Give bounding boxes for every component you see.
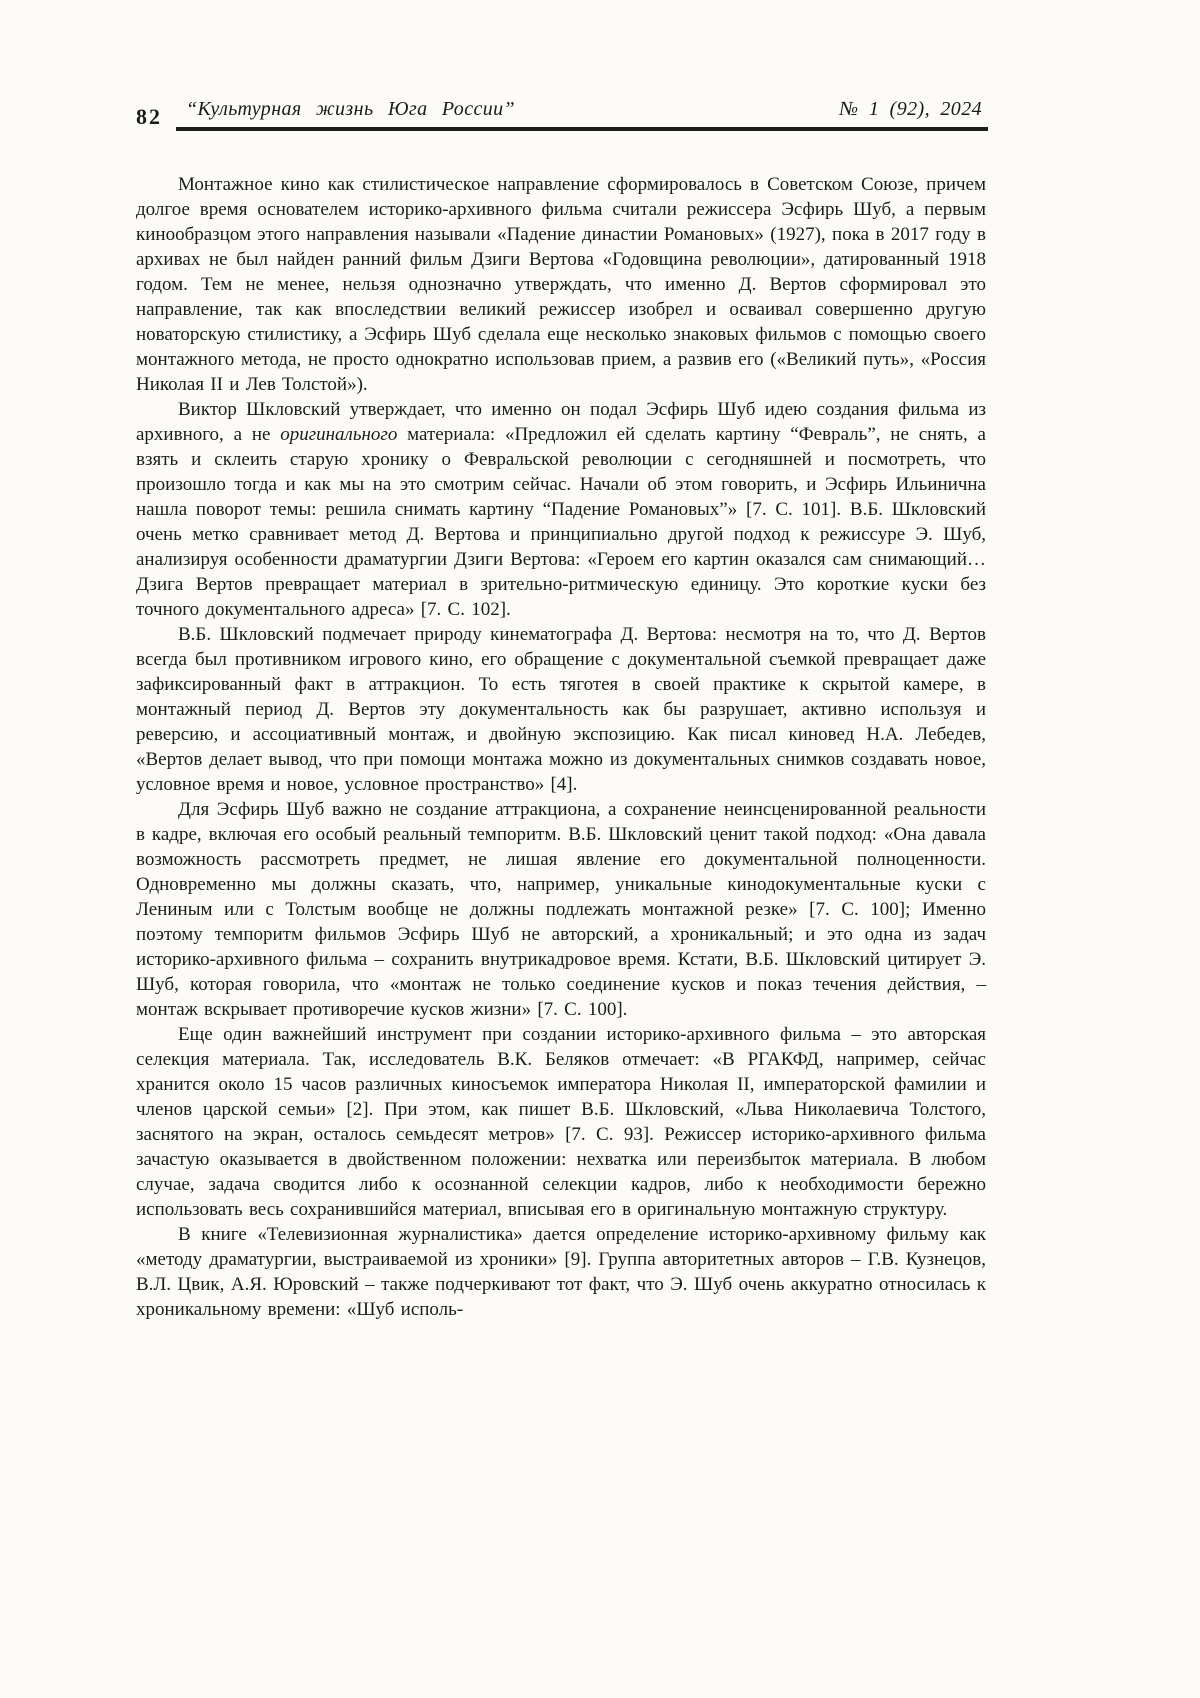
- article-body: [136, 172, 986, 1322]
- journal-title: “Культурная жизнь Юга России”: [186, 98, 516, 120]
- paragraph-5: Еще один важнейший инструмент при создании историко-архивного фильма – это авторская селекция материала. Так, исследователь В.К. Беляков отмечает: «В РГАКФД, например, сейчас хранится около 15 часов различных киносъемок императора Николая II, императорской фамилии и членов царской семьи» [2]. При этом, как пишет В.Б. Шкловский, «Льва Николаевича Толстого, заснятого на экран, осталось семьдесят метров» [7. С. 93]. Режиссер историко-архивного фильма зачастую оказывается в двойственном положении: нехватка или переизбыток материала. В любом случае, задача сводится либо к осознанной селекции кадров, либо к необходимости бережно использовать весь сохранившийся материал, вписывая его в оригинальную монтажную структуру.: [136, 1024, 986, 1220]
- paragraph-6: В книге «Телевизионная журналистика» дается определение историко-архивному фильму как «методу драматургии, выстраиваемой из хроники» [9]. Группа авторитетных авторов – Г.В. Кузнецов, В.Л. Цвик, А.Я. Юровский – также подчеркивают тот факт, что Э. Шуб очень аккуратно относилась к хроникальному времени: «Шуб исполь-: [136, 1224, 986, 1320]
- paragraph-3: В.Б. Шкловский подмечает природу кинематографа Д. Вертова: несмотря на то, что Д. Вертов всегда был противником игрового кино, его обращение с документальной съемкой превращает даже зафиксированный факт в аттракцион. То есть тяготея в своей практике к скрытой камере, в монтажный период Д. Вертов эту документальность как бы разрушает, активно используя и реверсию, и ассоциативный монтаж, и двойную экспозицию. Как писал киновед Н.А. Лебедев, «Вертов делает вывод, что при помощи монтажа можно из документальных снимков создавать новое, условное время и новое, условное пространство» [4].: [136, 624, 986, 795]
- page-number: 82: [136, 104, 162, 129]
- italic-term: оригинального: [280, 424, 398, 445]
- running-head-main: [176, 98, 988, 131]
- paragraph-2: [136, 397, 986, 622]
- paragraph-2-rest: материала: «Предложил ей сделать картину “Февраль”, не снять, а взять и склеить старую хронику о Февральской революции с сегодняшней и посмотреть, что произошло тогда и как мы на это смотрим сейчас. Начали об этом говорить, и Эсфирь Ильинична нашла поворот темы: решила снимать картину “Падение Романовых”» [7. С. 101]. В.Б. Шкловский очень метко сравнивает метод Д. Вертова и принципиально другой подход к режиссуре Э. Шуб, анализируя особенности драматургии Дзиги Вертова: «Героем его картин оказался сам снимающий… Дзига Вертов превращает материал в зрительно-ритмическую единицу. Это короткие куски без точного документального адреса» [7. С. 102].: [136, 424, 986, 620]
- issue-info: № 1 (92), 2024: [839, 98, 982, 120]
- paragraph-1: Монтажное кино как стилистическое направление сформировалось в Советском Союзе, причем долгое время основателем историко-архивного фильма считали режиссера Эсфирь Шуб, а первым кинообразцом этого направления называли «Падение династии Романовых» (1927), пока в 2017 году в архивах не был найден ранний фильм Дзиги Вертова «Годовщина революции», датированный 1918 годом. Тем не менее, нельзя однозначно утверждать, что именно Д. Вертов сформировал это направление, так как впоследствии великий режиссер изобрел и осваивал совершенно другую новаторскую стилистику, а Эсфирь Шуб сделала еще несколько знаковых фильмов с помощью своего монтажного метода, не просто однократно использовав прием, а развив его («Великий путь», «Россия Николая II и Лев Толстой»).: [136, 174, 986, 395]
- paragraph-4: Для Эсфирь Шуб важно не создание аттракциона, а сохранение неинсценированной реальности в кадре, включая его особый реальный темпоритм. В.Б. Шкловский ценит такой подход: «Она давала возможность рассмотреть предмет, не лишая явление его документальной полноценности. Одновременно мы должны сказать, что, например, уникальные кинодокументальные куски с Лениным или с Толстым вообще не должны подлежать монтажной резке» [7. С. 100]; Именно поэтому темпоритм фильмов Эсфирь Шуб не авторский, а хроникальный; и это одна из задач историко-архивного фильма – сохранить внутрикадровое время. Кстати, В.Б. Шкловский цитирует Э. Шуб, которая говорила, что «монтаж не только соединение кусков и показ течения действия, – монтаж вскрывает противоречие кусков жизни» [7. С. 100].: [136, 799, 986, 1020]
- running-head: [136, 98, 988, 131]
- header-double-rule: [176, 127, 988, 131]
- running-head-text: [176, 98, 988, 127]
- paragraph-2-lead: Виктор Шкловский утверждает, что именно он подал Эсфирь Шуб идею создания фильма из архивного, а не: [136, 399, 986, 445]
